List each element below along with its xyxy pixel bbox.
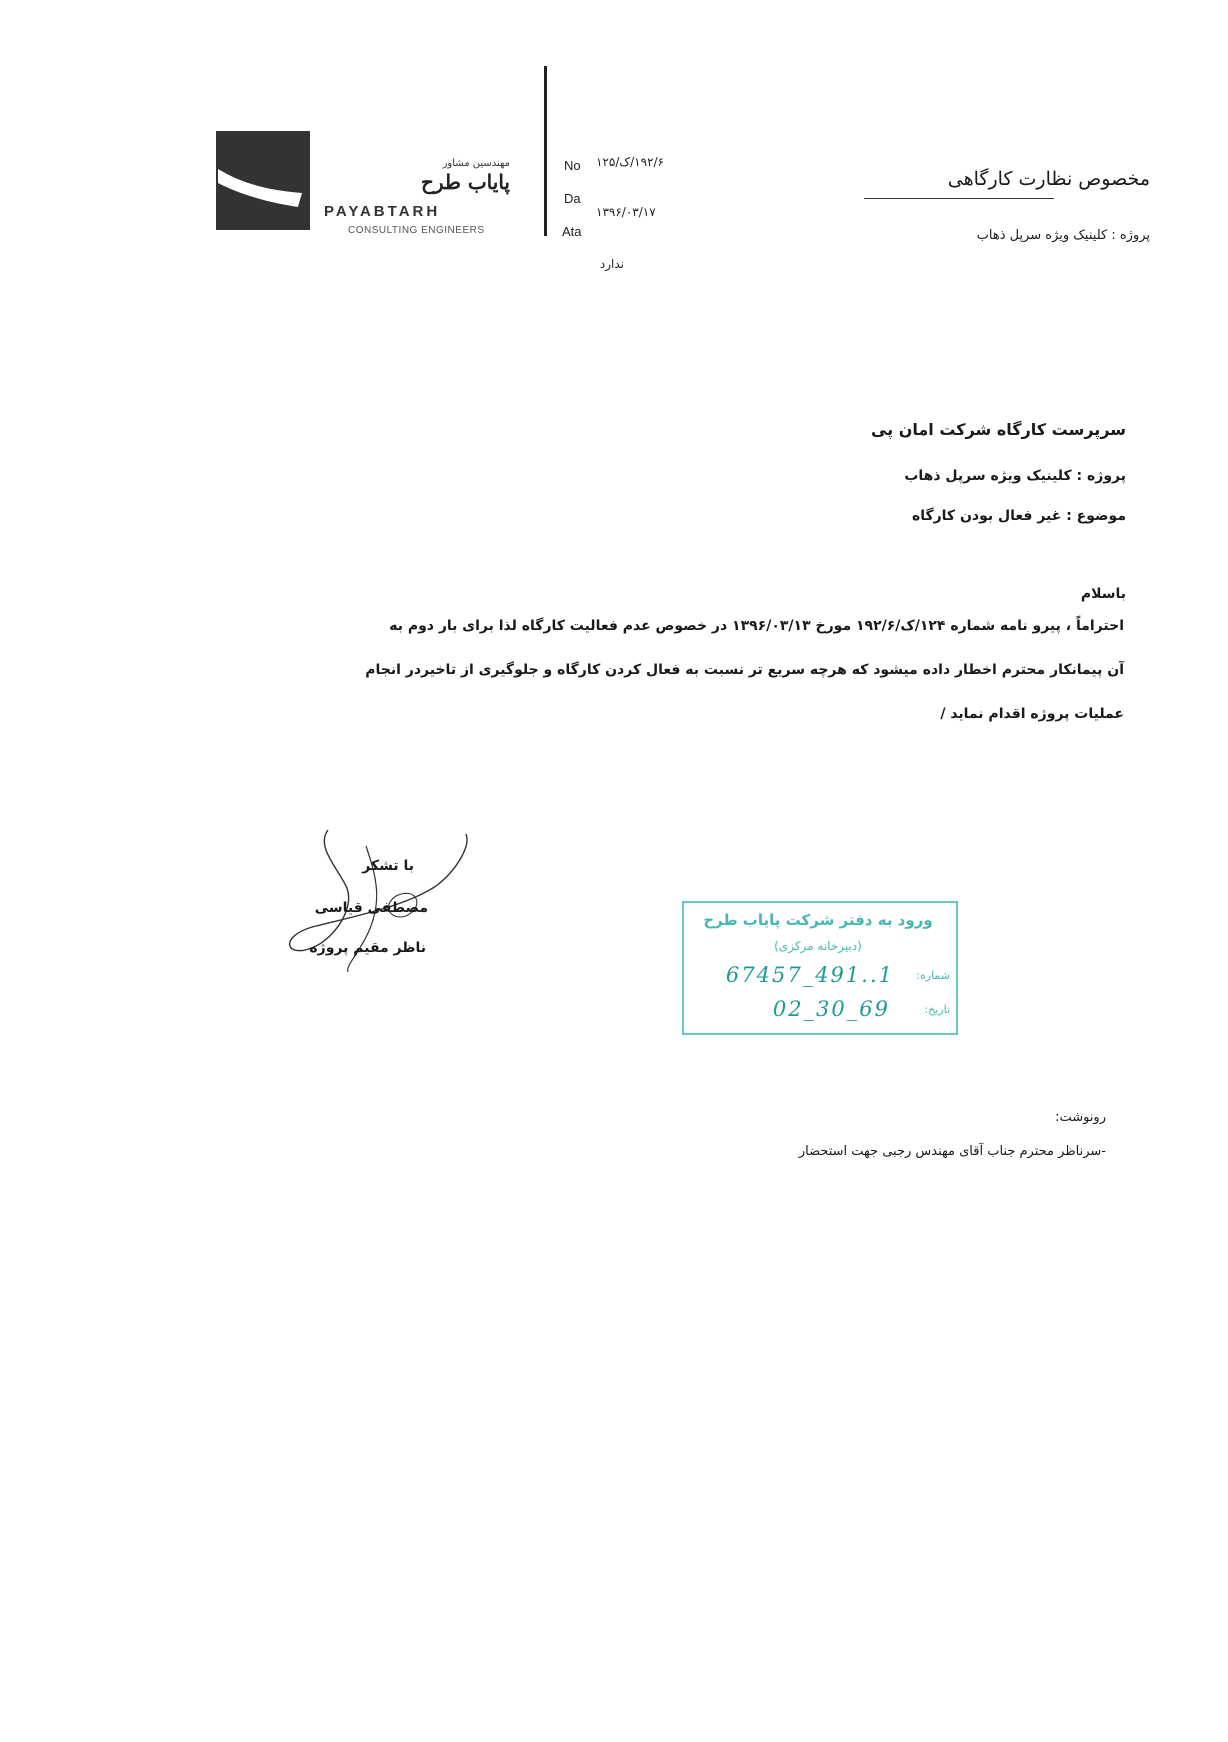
- stamp-date: 96_03_20: [772, 997, 890, 1021]
- letter-date: ۱۳۹۶/۰۳/۱۷: [596, 205, 656, 219]
- company-logo-mark: [216, 131, 310, 230]
- letter-number: ۱۹۲/۶/ک/۱۲۵: [596, 155, 664, 169]
- receipt-stamp: [682, 901, 958, 1035]
- stamp-number-label: شماره:: [916, 969, 950, 982]
- stamp-subtitle: (دبیرخانه مرکزی): [774, 939, 862, 953]
- letter-project: پروژه : کلینیک ویژه سرپل ذهاب: [904, 468, 1126, 484]
- stamp-date-label: تاریخ:: [924, 1003, 950, 1016]
- logo-subtitle-en: CONSULTING ENGINEERS: [348, 225, 485, 236]
- attachment-value: ندارد: [599, 257, 624, 271]
- recipient: سرپرست کارگاه شرکت امان پی: [870, 420, 1126, 439]
- logo-subtitle-fa: مهندسین مشاور: [442, 158, 510, 169]
- body-line-3: عملیات پروژه اقدام نماید /: [940, 706, 1124, 722]
- number-label: No: [564, 158, 581, 173]
- signer-role: ناظر مقیم پروژه: [309, 940, 426, 956]
- cc-item: -سرناظر محترم جناب آقای مهندس رجبی جهت استحضار: [798, 1144, 1106, 1159]
- cc-label: رونوشت:: [1055, 1110, 1106, 1125]
- header-underline: [864, 198, 1054, 199]
- letter-subject: موضوع : غیر فعال بودن کارگاه: [911, 508, 1126, 524]
- header-divider: [544, 66, 547, 236]
- date-label: Da: [564, 191, 581, 206]
- attachment-label: Ata: [562, 224, 582, 239]
- logo-name-fa: پایاب طرح: [421, 170, 510, 194]
- header-project: پروژه : کلینیک ویژه سرپل ذهاب: [976, 228, 1150, 243]
- logo-name-en: PAYABTARH: [324, 203, 441, 220]
- header-title: مخصوص نظارت کارگاهی: [947, 168, 1150, 190]
- greeting: باسلام: [1080, 586, 1126, 602]
- body-line-1: احتراماً ، پیرو نامه شماره ۱۲۴/ک/۱۹۲/۶ مورخ ۱۳۹۶/۰۳/۱۳ در خصوص عدم فعالیت کارگاه لذا برای بار دوم به: [389, 618, 1124, 634]
- stamp-number: 1..194_75476: [725, 963, 894, 987]
- signer-name: مصطفی قیاسی: [314, 900, 428, 916]
- body-line-2: آن پیمانکار محترم اخطار داده میشود که هرچه سریع تر نسبت به فعال کردن کارگاه و جلوگیری از تاخیردر انجام: [365, 662, 1124, 678]
- closing: با تشکر: [362, 858, 414, 874]
- stamp-title: ورود به دفتر شرکت پایاب طرح: [703, 911, 933, 929]
